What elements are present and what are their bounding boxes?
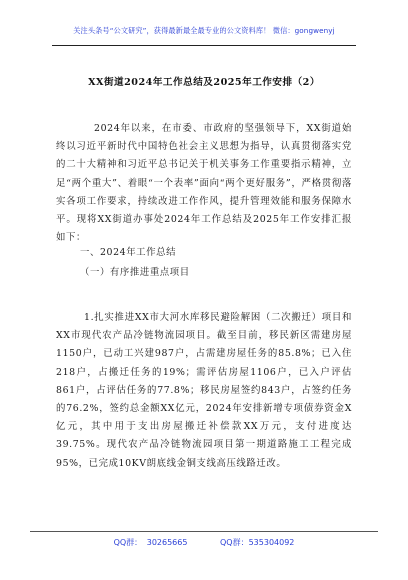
section-heading: 一、2024年工作总结: [80, 247, 177, 258]
qq-group-2: QQ群：535304092: [220, 538, 295, 547]
promo-banner: 关注头条号“公文研究”，获得最新最全最专业的公文资料库！ 微信：gongwenyj: [73, 26, 335, 35]
qq-group-1: QQ群： 30265665: [113, 538, 188, 547]
item-1-paragraph: 1.扎实推进XX市大河水库移民避险解困（二次搬迁）项目和XX市现代农产品冷链物流园项目。截至目前，移民新区需建房屋1150户，已动工兴建987户，占需建房屋任务的85.8%；已入住218户，占搬迁任务的19%；需评估房屋1106户，已入户评估861户，占评估任务的77.8%；移民房屋签约843户，占签约任务的76.2%，签约总金额XX亿元，2024年安排新增专项债券资金X亿元，其中用于支出房屋搬迁补偿款XX万元，支付进度达39.75%。现代农产品冷链物流园项目第一期道路施工工程完成95%，已完成10KV朗底线金铜支线高压线路迁改。: [56, 312, 352, 469]
document-title: XX街道2024年工作总结及2025年工作安排（2）: [88, 77, 320, 88]
footer-divider: [30, 531, 378, 532]
footer-contact: [0, 537, 408, 548]
header-divider: [52, 45, 356, 46]
subsection-heading: （一）有序推进重点项目: [80, 267, 190, 278]
intro-paragraph: 2024年以来，在市委、市政府的坚强领导下，XX街道始终以习近平新时代中国特色社会主义思想为指导，认真贯彻落实党的二十大精神和习近平总书记关于机关事务工作重要指示精神，立足“两个重大”、着眼“一个表率”面向“两个更好服务”，严格贯彻落实各项工作要求，持续改进工作作风，提升管理效能和服务保障水平。现将XX街道办事处2024年工作总结及2025年工作安排汇报如下：: [56, 123, 352, 244]
